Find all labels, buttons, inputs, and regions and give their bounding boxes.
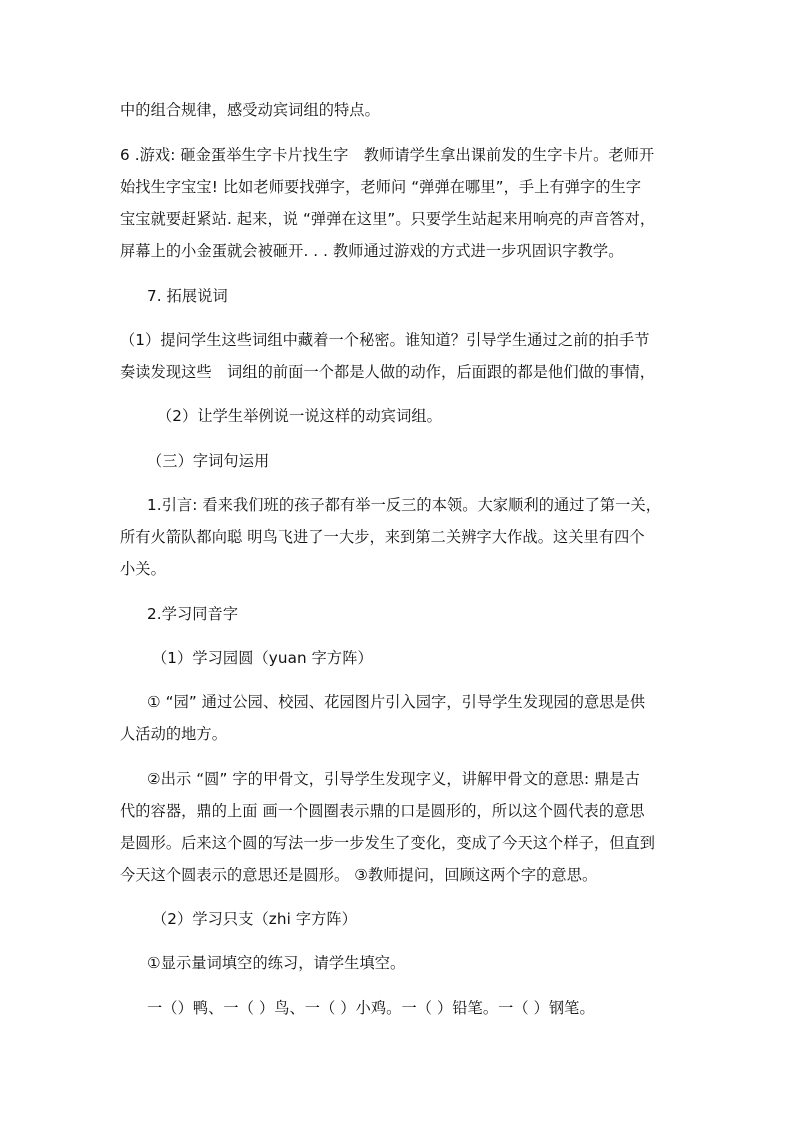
text-line: 奏读发现这些 词组的前面一个都是人做的动作，后面跟的都是他们做的事情， — [120, 363, 656, 381]
text-line: 1.引言: 看来我们班的孩子都有举一反三的本领。大家顺利的通过了第一关， — [147, 496, 662, 514]
text-line: 人活动的地方。 — [120, 725, 228, 743]
text-line: 始找生字宝宝! 比如老师要找弹字，老师问 “弹弹在哪里”，手上有弹字的生字 — [120, 178, 642, 196]
text-line: 所有火箭队都向聪 明鸟飞进了一大步，来到第二关辨字大作战。这关里有四个 — [120, 528, 645, 546]
text-line: 屏幕上的小金蛋就会被砸开. . . 教师通过游戏的方式进一步巩固识字教学。 — [120, 242, 624, 260]
section-heading: 7. 拓展说词 — [147, 287, 228, 305]
text-line: 是圆形。后来这个圆的写法一步一步发生了变化，变成了今天这个样子，但直到 — [120, 834, 656, 852]
text-line: （2）让学生举例说一说这样的动宾词组。 — [157, 407, 442, 425]
text-line: （1）学习园圆（yuan 字方阵） — [152, 649, 373, 667]
section-heading: 2.学习同音字 — [147, 605, 239, 623]
text-line: 宝宝就要赶紧站. 起来，说 “弹弹在这里”。只要学生站起来用响亮的声音答对， — [120, 210, 656, 228]
text-line: 小关。 — [120, 560, 166, 578]
section-heading: （三）字词句运用 — [147, 452, 270, 470]
text-line: ②出示 “圆” 字的甲骨文，引导学生发现字义，讲解甲骨文的意思: 鼎是古 — [147, 770, 640, 788]
text-line: 一（）鸭、一（ ）鸟、一（ ）小鸡。一（ ）铅笔。一（ ）钢笔。 — [147, 999, 595, 1017]
text-line: 中的组合规律，感受动宾词组的特点。 — [120, 101, 380, 119]
text-line: ① “园” 通过公园、校园、花园图片引入园字，引导学生发现园的意思是供 — [147, 693, 646, 711]
text-line: （1）提问学生这些词组中藏着一个秘密。谁知道？引导学生通过之前的拍手节 — [120, 331, 650, 349]
text-line: 今天这个圆表示的意思还是圆形。 ③教师提问，回顾这两个字的意思。 — [120, 866, 598, 884]
text-line: 代的容器，鼎的上面 画一个圆圈表示鼎的口是圆形的，所以这个圆代表的意思 — [120, 802, 645, 820]
text-line: （2）学习只支（zhi 字方阵） — [152, 910, 357, 928]
text-line: ①显示量词填空的练习，请学生填空。 — [147, 954, 406, 972]
text-line: 6 .游戏: 砸金蛋举生字卡片找生字 教师请学生拿出课前发的生字卡片。老师开 — [120, 146, 655, 164]
